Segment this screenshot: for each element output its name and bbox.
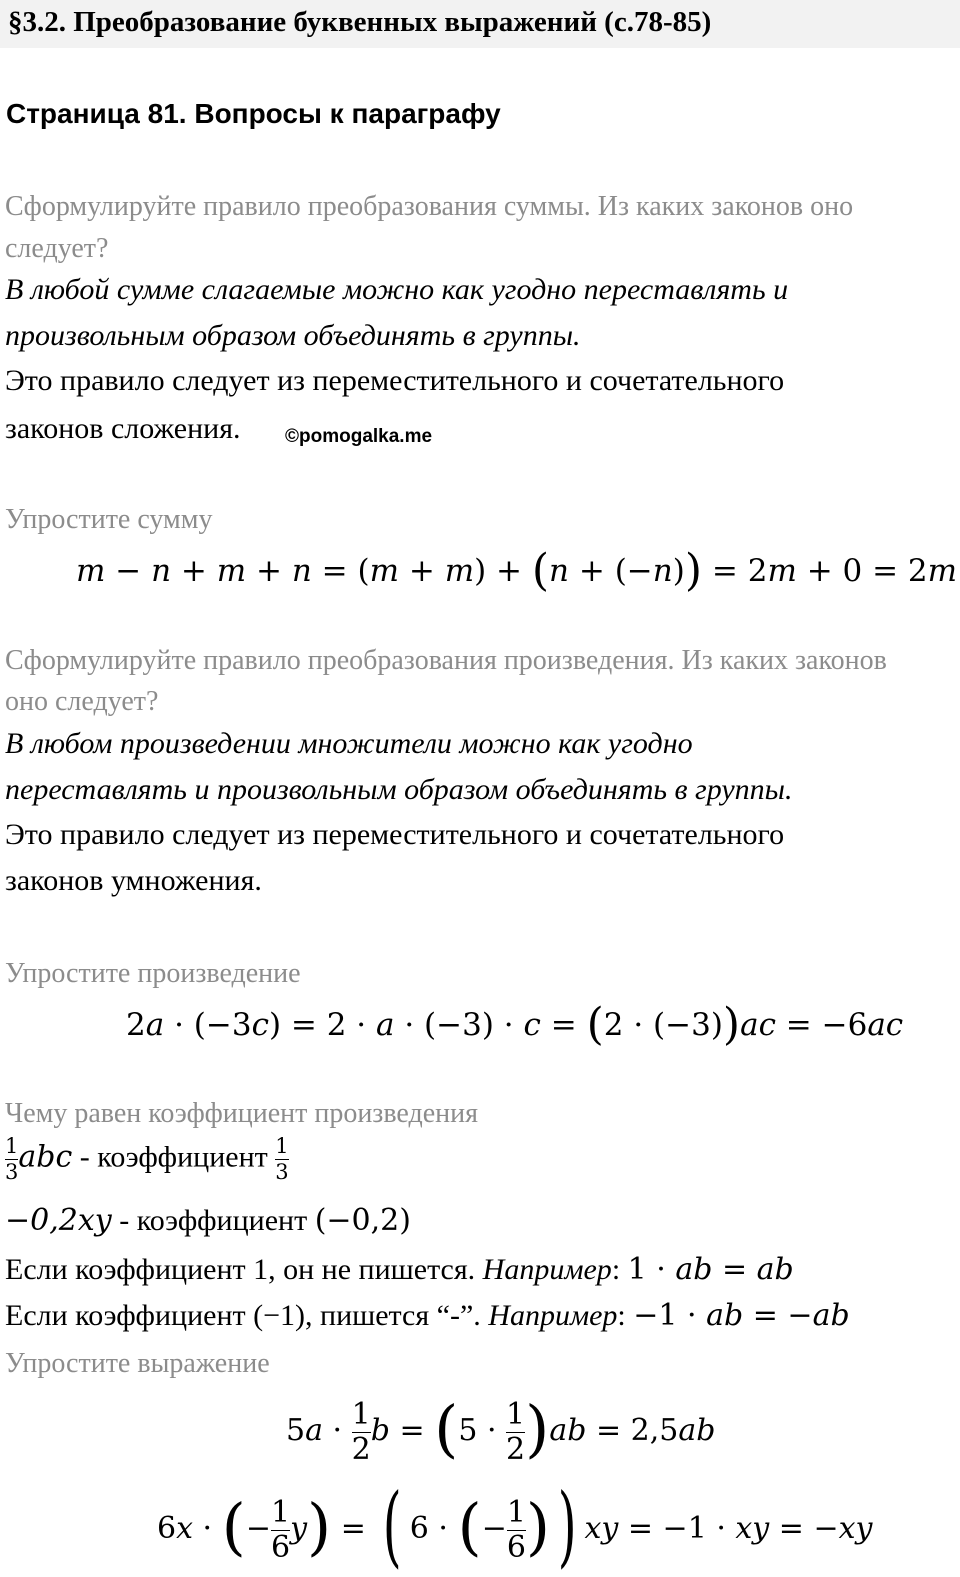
fraction-one-sixth: $\frac{1}{6}$ xyxy=(270,1494,291,1565)
answer-product-rule-italic-line2: переставлять и произвольным образом объединять в группы. xyxy=(5,773,793,806)
answer-product-rule-plain-line2: законов умножения. xyxy=(5,864,262,897)
fraction-one-third-result: $\frac{1}{3}$ xyxy=(275,1134,289,1184)
watermark: ©pomogalka.me xyxy=(285,426,433,447)
equation-simplify-expression-1: 5a · $\frac{1}{2}$ b = (5 · $\frac{1}{2}$ )ab = 2,5ab xyxy=(286,1392,716,1467)
question-simplify-sum: Упростите сумму xyxy=(5,504,213,535)
answer-sum-rule-plain-line1: Это правило следует из переместительного и сочетательного xyxy=(5,364,785,397)
answer-product-rule-italic-line1: В любом произведении множители можно как угодно xyxy=(5,727,693,760)
answer-sum-rule-plain-line2: законов сложения. xyxy=(5,412,241,445)
fraction-one-third: $\frac{1}{3}$ xyxy=(5,1134,19,1184)
equation-simplify-sum: m − n + m + n = (m + m) + (n + (−n)) = 2m + 0 = 2m xyxy=(76,545,958,596)
question-product-rule-line1: Сформулируйте правило преобразования произведения. Из каких законов xyxy=(5,645,887,676)
equation-simplify-expression-2: 6x · (− $\frac{1}{6}$ y) = ( 6 · (− $\frac{1}{6}$ )) xy = −1 · xy = −xy xyxy=(157,1474,873,1577)
coefficient-line3-example-label: Например xyxy=(482,1253,612,1286)
coefficient-line3-text: Если коэффициент 1, он не пишется. xyxy=(5,1253,476,1286)
coefficient-line2-text: - коэффициент xyxy=(119,1204,308,1237)
coefficient-line-2: −0,2xy - коэффициент (−0,2) xyxy=(5,1203,411,1238)
section-title: §3.2. Преобразование буквенных выражений (с.78-85) xyxy=(8,6,712,38)
fraction-one-sixth-inner: $\frac{1}{6}$ xyxy=(506,1494,526,1565)
question-product-rule-line2: оно следует? xyxy=(5,686,159,717)
answer-product-rule-plain-line1: Это правило следует из переместительного и сочетательного xyxy=(5,818,785,851)
answer-sum-rule-italic-line2: произвольным образом объединять в группы. xyxy=(5,319,581,352)
coefficient-line-1: $\frac{1}{3}$ abc - коэффициент $\frac{1}{3}$ xyxy=(5,1134,289,1184)
question-simplify-product: Упростите произведение xyxy=(5,958,301,989)
question-sum-rule-line2: следует? xyxy=(5,233,109,264)
coefficient-line-4: Если коэффициент (−1), пишется “-”. Например: −1 · ab = −ab xyxy=(5,1298,850,1333)
fraction-one-half: $\frac{1}{2}$ xyxy=(351,1396,371,1467)
coefficient-line2-value: (−0,2) xyxy=(314,1203,411,1238)
coefficient-line-3: Если коэффициент 1, он не пишется. Например: 1 · ab = ab xyxy=(5,1252,794,1287)
coefficient-line4-example-label: Например xyxy=(488,1299,618,1332)
coefficient-line3-example: 1 · ab = ab xyxy=(627,1252,794,1287)
question-coefficient: Чему равен коэффициент произведения xyxy=(5,1098,479,1129)
coefficient-line4-text: Если коэффициент (−1), пишется “-”. xyxy=(5,1299,481,1332)
page-heading: Страница 81. Вопросы к параграфу xyxy=(6,98,501,129)
equation-simplify-product: 2a · (−3c) = 2 · a · (−3) · c = (2 · (−3))ac = −6ac xyxy=(126,999,904,1050)
coefficient-line1-text: - коэффициент xyxy=(79,1140,268,1174)
fraction-one-half-inner: $\frac{1}{2}$ xyxy=(506,1396,526,1467)
coefficient-line4-example: −1 · ab = −ab xyxy=(633,1298,850,1333)
question-simplify-expression: Упростите выражение xyxy=(5,1348,270,1379)
question-sum-rule-line1: Сформулируйте правило преобразования суммы. Из каких законов оно xyxy=(5,191,854,222)
answer-sum-rule-italic-line1: В любой сумме слагаемые можно как угодно переставлять и xyxy=(5,273,789,306)
